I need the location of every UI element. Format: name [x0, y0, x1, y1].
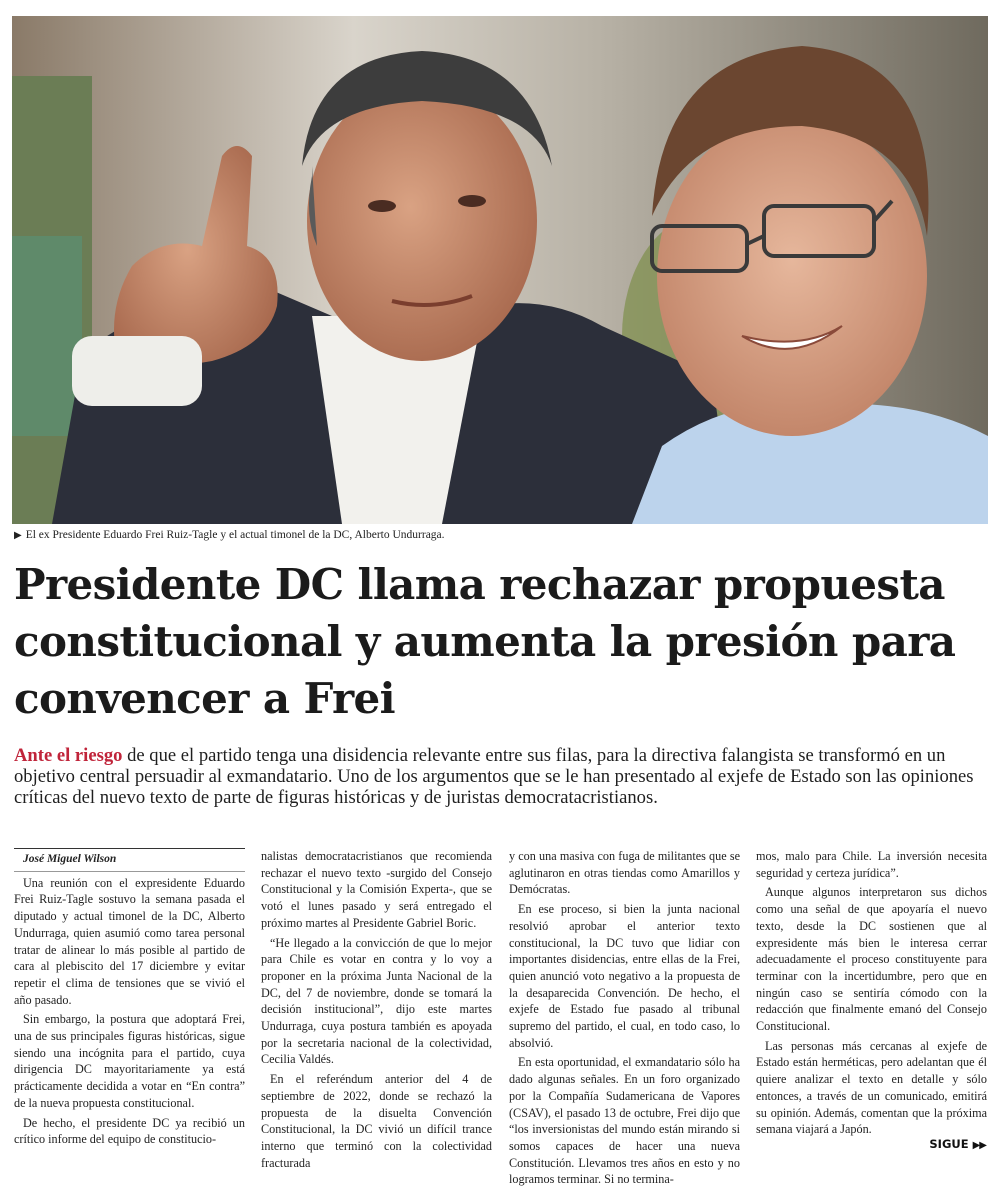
column-paragraph: En esta oportunidad, el exmandatario sólo ha dado algunas señales. En un foro organizado por la Compañía Sudamericana de Vapores (CSAV), el pasado 13 de octubre, Frei dijo que “los inversionistas del mundo están mirando si somos capaces de hacer una nueva Constitución. Llevamos tres años en esto y no logramos terminar. Si no termina-: [509, 1055, 740, 1187]
column-paragraph: En ese proceso, si bien la junta nacional resolvió aprobar el anterior texto constitucional, la DC tuvo que lidiar con importantes disidencias, entre ellas de la Frei, quien anunció voto negativo a la propuesta de la desaparecida Convención. De hecho, el exjefe de Estado fue pasado al tribunal supremo del partido, el cual, en todo caso, lo absolvió.: [509, 902, 740, 1050]
photo-caption: [14, 529, 974, 541]
column-paragraph: y con una masiva con fuga de militantes que se aglutinaron en otras tiendas como Amarillos y Demócratas.: [509, 849, 740, 897]
lead-paragraph: [14, 745, 989, 808]
headline: Presidente DC llama rechazar propuesta constitucional y aumenta la presión para convencer a Frei: [14, 560, 956, 723]
column-paragraph: Una reunión con el expresidente Eduardo Frei Ruiz-Tagle sostuvo la semana pasada el diputado y actual timonel de la DC, Alberto Undurraga, quien asumió como tarea personal tratar de alinear lo más posible al partido de cara al plebiscito del 17 diciembre y evitar repetir el clima de tensiones que se vivió el año pasado.: [14, 875, 245, 1007]
caption-text: El ex Presidente Eduardo Frei Ruiz-Tagle y el actual timonel de la DC, Alberto Undurraga.: [25, 529, 445, 541]
photo-illustration: [12, 16, 988, 524]
column-paragraph: De hecho, el presidente DC ya recibió un crítico informe del equipo de constitucio-: [14, 1115, 245, 1147]
article-column-4: [756, 848, 987, 1153]
article-column-1: [14, 848, 245, 1153]
byline: José Miguel Wilson: [14, 848, 245, 872]
column-paragraph: En el referéndum anterior del 4 de septiembre de 2022, donde se rechazó la propuesta de la disuelta Convención Constitucional, la DC vivió un difícil trance interno que terminó con la colectividad fracturada: [261, 1072, 492, 1170]
article-photo: [12, 16, 988, 524]
article-column-2: [261, 848, 492, 1170]
column-paragraph: Sin embargo, la postura que adoptará Frei, una de sus principales figuras históricas, sigue siendo una incógnita para el partido, cuya dirigencia DC mayoritariamente ya está prácticamente decidida a votar en “En contra” de la nueva propuesta constitucional.: [14, 1012, 245, 1110]
continue-label: SIGUE: [929, 1137, 969, 1151]
lead-text: de que el partido tenga una disidencia relevante entre sus filas, para la directiva falangista se transformó en un objetivo central persuadir al exmandatario. Uno de los argumentos que se le han presentado al exjefe de Estado son las opiniones críticas del nuevo texto de parte de figuras históricas y de juristas democratacristianos.: [14, 745, 974, 808]
double-arrow-icon: ▶▶: [972, 1140, 986, 1151]
column-paragraph: Las personas más cercanas al exjefe de Estado están herméticas, pero adelantan que él quiere analizar el texto en detalle y sólo entonces, a través de un comunicado, emitirá su opinión. Además, comentan que la próxima semana viajará a Japón.: [756, 1038, 987, 1137]
column-paragraph: Aunque algunos interpretaron sus dichos como una señal de que apoyaría el nuevo texto, desde la DC sostienen que al expresidente más bien le interesa cerrar adecuadamente el proceso constituyente para terminar con la incertidumbre, pero que en ningún caso se sentiría cómodo con la redacción que finalmente emanó del Consejo Constitucional.: [756, 885, 987, 1034]
continue-marker: [929, 1137, 986, 1151]
column-paragraph: “He llegado a la convicción de que lo mejor para Chile es votar en contra y lo voy a proponer en la próxima Junta Nacional de la DC, del 7 de noviembre, donde se tomará la decisión institucional”, dijo este martes Undurraga, cuya postura también es apoyada por la secretaria nacional de la colectividad, Cecilia Valdés.: [261, 935, 492, 1067]
caption-triangle-icon: ▶: [14, 530, 22, 541]
column-paragraph: mos, malo para Chile. La inversión necesita seguridad y certeza jurídica”.: [756, 849, 987, 880]
column-paragraph: nalistas democratacristianos que recomienda rechazar el nuevo texto -surgido del Consejo Constitucional y la Comisión Experta-, que se votó el lunes pasado y será entregado el próximo martes al Presidente Gabriel Boric.: [261, 849, 492, 930]
article-column-3: [509, 848, 740, 1187]
lead-kicker: Ante el riesgo: [14, 745, 123, 766]
